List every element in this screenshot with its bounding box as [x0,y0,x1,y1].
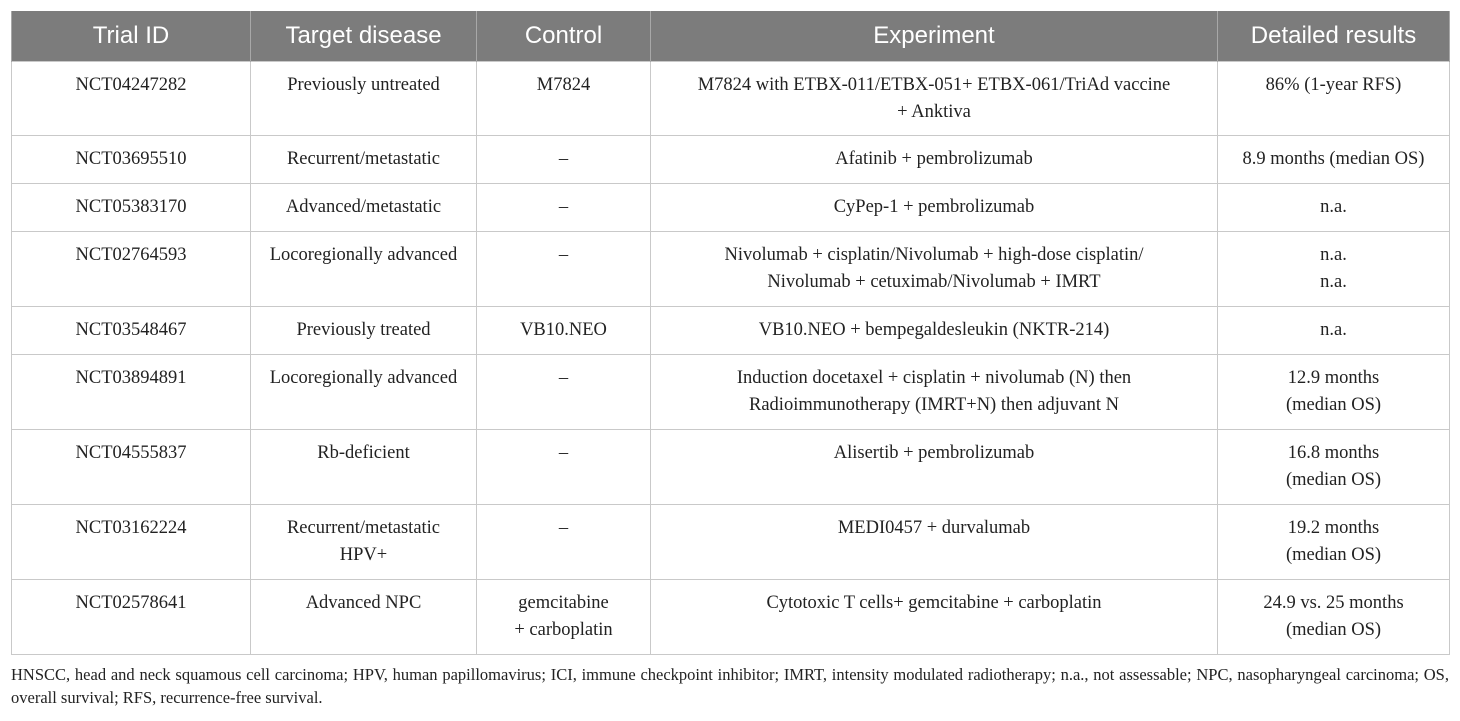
cell-experiment [651,580,1218,655]
cell-control [477,184,651,232]
table-row [12,580,1450,655]
cell-trial-id: NCT03894891 [12,355,251,430]
table-header-row [12,11,1450,62]
cell-detailed-results-line: (median OS) [1285,395,1382,415]
cell-trial-id: NCT03162224 [12,505,251,580]
trials-table-container [11,11,1449,655]
table-body [12,62,1450,655]
cell-detailed-results-line: 12.9 months [1287,368,1380,388]
cell-detailed-results [1218,505,1450,580]
cell-detailed-results-line: (median OS) [1285,470,1382,490]
cell-target-disease-line: Recurrent/metastatic [286,149,441,169]
cell-experiment-line: Alisertib + pembrolizumab [833,443,1035,463]
cell-detailed-results [1218,62,1450,136]
cell-trial-id: NCT04247282 [12,62,251,136]
cell-trial-id: NCT04555837 [12,430,251,505]
cell-control [477,307,651,355]
cell-experiment-line: MEDI0457 + durvalumab [837,518,1031,538]
cell-experiment [651,430,1218,505]
cell-detailed-results [1218,580,1450,655]
cell-detailed-results [1218,307,1450,355]
cell-detailed-results [1218,430,1450,505]
cell-detailed-results-line: (median OS) [1285,620,1382,640]
cell-control [477,505,651,580]
cell-experiment-line: Nivolumab + cetuximab/Nivolumab + IMRT [767,272,1101,292]
table-row [12,307,1450,355]
cell-control-line: + carboplatin [514,620,613,640]
cell-trial-id: NCT02578641 [12,580,251,655]
cell-target-disease-line: HPV+ [339,545,388,565]
cell-target-disease [251,505,477,580]
cell-detailed-results [1218,355,1450,430]
cell-detailed-results-line: 24.9 vs. 25 months [1263,593,1404,613]
cell-control [477,580,651,655]
cell-experiment [651,307,1218,355]
clinical-trials-table [11,11,1450,655]
cell-experiment-line: Nivolumab + cisplatin/Nivolumab + high-dose cisplatin/ [724,245,1144,265]
cell-target-disease-line: Advanced NPC [305,593,422,613]
cell-experiment [651,232,1218,307]
cell-experiment-line: M7824 with ETBX-011/ETBX-051+ ETBX-061/TriAd vaccine [697,75,1171,95]
header-target-disease: Target disease [251,11,477,62]
cell-detailed-results-line: 16.8 months [1287,443,1380,463]
cell-detailed-results-line: n.a. [1320,197,1347,217]
cell-detailed-results-line: 86% (1-year RFS) [1265,75,1402,95]
cell-control-line: – [558,197,569,217]
cell-control-line: gemcitabine [518,593,609,613]
cell-experiment [651,505,1218,580]
cell-detailed-results-line: 8.9 months (median OS) [1242,149,1425,169]
cell-experiment-line: Afatinib + pembrolizumab [835,149,1033,169]
cell-control [477,430,651,505]
cell-control [477,232,651,307]
table-footnote: HNSCC, head and neck squamous cell carcinoma; HPV, human papillomavirus; ICI, immune checkpoint inhibitor; IMRT, intensity modulated radiotherapy; n.a., not assessable; NPC, nasopharyngeal carcinoma; OS, overall survival; RFS, recurrence-free survival. [11,665,1449,707]
cell-experiment-line: Cytotoxic T cells+ gemcitabine + carboplatin [766,593,1102,613]
cell-target-disease-line: Locoregionally advanced [269,245,458,265]
cell-control-line: M7824 [536,75,591,95]
cell-target-disease [251,62,477,136]
cell-experiment-line: CyPep-1 + pembrolizumab [833,197,1035,217]
cell-control [477,136,651,184]
cell-detailed-results-line: 19.2 months [1287,518,1380,538]
header-control: Control [477,11,651,62]
cell-experiment-line: VB10.NEO + bempegaldesleukin (NKTR-214) [758,320,1110,340]
table-row [12,505,1450,580]
cell-control-line: – [558,149,569,169]
cell-target-disease-line: Recurrent/metastatic [286,518,441,538]
cell-target-disease-line: Previously untreated [287,75,440,95]
cell-trial-id: NCT03548467 [12,307,251,355]
cell-experiment [651,355,1218,430]
cell-target-disease-line: Previously treated [296,320,431,340]
cell-control [477,62,651,136]
cell-trial-id: NCT03695510 [12,136,251,184]
cell-experiment-line: Induction docetaxel + cisplatin + nivolumab (N) then [736,368,1132,388]
cell-detailed-results [1218,184,1450,232]
header-experiment: Experiment [651,11,1218,62]
cell-target-disease [251,307,477,355]
cell-control-line: – [558,518,569,538]
cell-control [477,355,651,430]
cell-target-disease [251,184,477,232]
cell-experiment-line: Radioimmunotherapy (IMRT+N) then adjuvant N [749,395,1119,415]
cell-experiment-line: + Anktiva [897,102,971,122]
cell-target-disease [251,136,477,184]
cell-detailed-results [1218,136,1450,184]
cell-target-disease-line: Advanced/metastatic [285,197,442,217]
cell-target-disease-line: Rb-deficient [317,443,410,463]
table-row [12,430,1450,505]
table-row [12,62,1450,136]
cell-trial-id: NCT05383170 [12,184,251,232]
cell-target-disease [251,430,477,505]
cell-control-line: – [558,368,569,388]
table-row [12,355,1450,430]
header-trial-id: Trial ID [12,11,251,62]
cell-control-line: – [558,245,569,265]
table-row [12,184,1450,232]
table-row [12,232,1450,307]
table-row [12,136,1450,184]
cell-control-line: VB10.NEO [520,320,607,340]
cell-control-line: – [558,443,569,463]
cell-target-disease [251,232,477,307]
cell-detailed-results [1218,232,1450,307]
cell-experiment [651,184,1218,232]
cell-detailed-results-line: n.a. [1320,320,1347,340]
cell-detailed-results-line: n.a. [1320,272,1347,292]
cell-trial-id: NCT02764593 [12,232,251,307]
cell-target-disease [251,355,477,430]
cell-target-disease-line: Locoregionally advanced [269,368,458,388]
cell-detailed-results-line: n.a. [1320,245,1347,265]
header-detailed-results: Detailed results [1218,11,1450,62]
cell-experiment [651,136,1218,184]
cell-detailed-results-line: (median OS) [1285,545,1382,565]
cell-experiment [651,62,1218,136]
cell-target-disease [251,580,477,655]
